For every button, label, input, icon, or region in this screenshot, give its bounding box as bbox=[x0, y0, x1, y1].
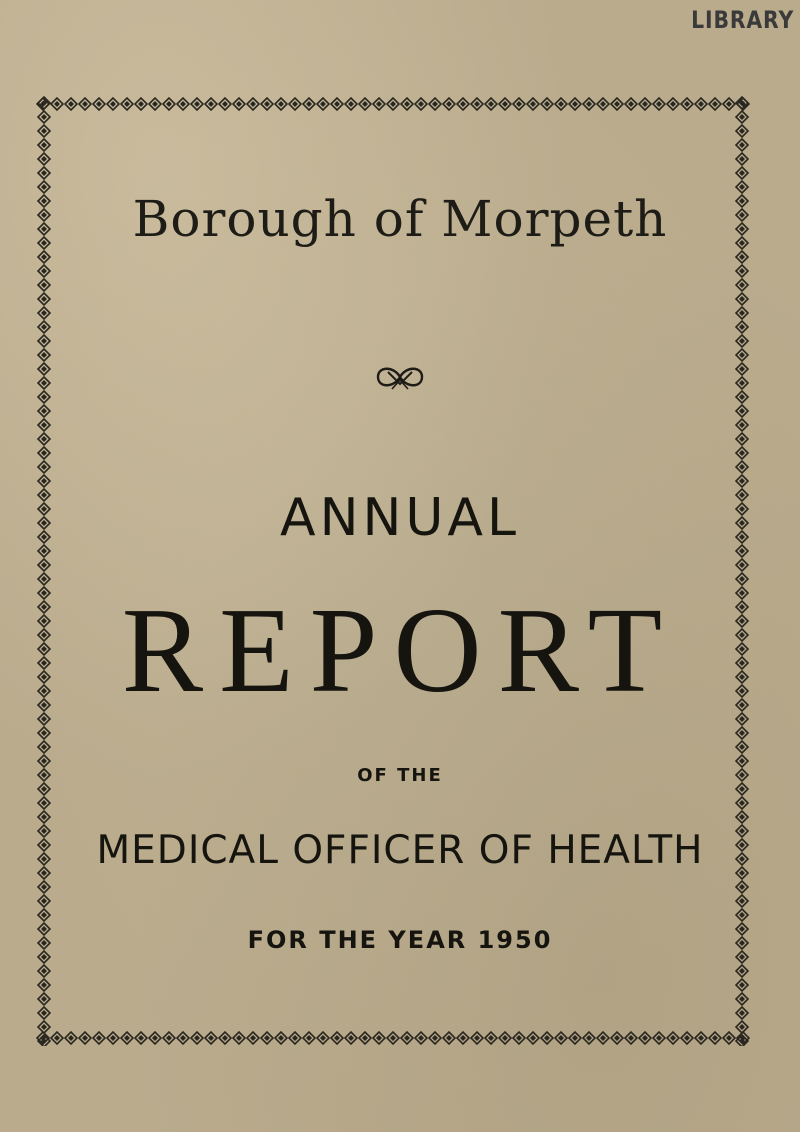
library-stamp: LIBRARY bbox=[691, 6, 794, 34]
subject-line: MEDICAL OFFICER OF HEALTH bbox=[96, 828, 704, 873]
border-top bbox=[36, 96, 750, 112]
year-line: FOR THE YEAR 1950 bbox=[247, 926, 553, 954]
report-heading: REPORT bbox=[121, 583, 679, 718]
knot-ornament-icon bbox=[372, 358, 428, 396]
annual-heading: ANNUAL bbox=[280, 488, 520, 548]
page-title: Borough of Morpeth bbox=[132, 190, 668, 248]
of-the-line: OF THE bbox=[357, 765, 443, 786]
border-bottom bbox=[36, 1030, 750, 1046]
